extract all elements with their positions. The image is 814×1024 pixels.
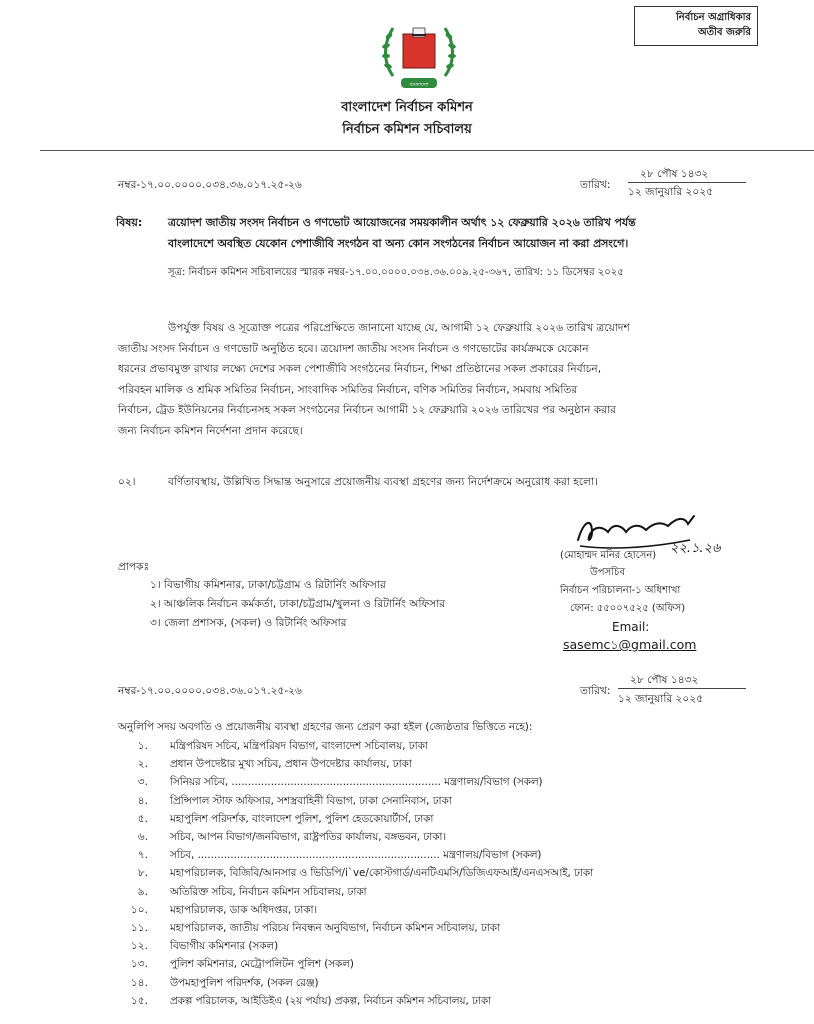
recipients-label: প্রাপকঃ xyxy=(118,561,150,573)
copy-item-text: মহাপরিচালক, জাতীয় পরিচয় নিবন্ধন অনুবিভাগ, নির্বাচন কমিশন সচিবালয়, ঢাকা xyxy=(170,922,500,934)
copy-item-text: মহাপুলিশ পরিদর্শক, বাংলাদেশ পুলিশ, পুলিশ হেডকোয়ার্টার্স, ঢাকা xyxy=(170,812,434,825)
header-divider xyxy=(40,150,814,151)
subject-line-2: বাংলাদেশে অবস্থিত যেকোন পেশাজীবি সংগঠন বা অন্য কোন সংগঠনের নির্বাচন আয়োজন না করা প্রসংগে। xyxy=(168,237,629,250)
body-paragraph-2: বর্ণিতাবস্থায়, উল্লিখিত সিদ্ধান্ত অনুসারে প্রয়োজনীয় ব্যবস্থা গ্রহণের জন্য নির্দেশক্রমে অনুরোধ করা হলো। xyxy=(168,476,598,488)
date-bengali: ২৮ পৌষ ১৪৩২ xyxy=(640,168,709,180)
priority-box xyxy=(634,6,758,46)
recipient-item: ২। আঞ্চলিক নির্বাচন কর্মকর্তা, ঢাকা/চট্টগ্রাম/খুলনা ও রিটার্নিং অফিসার xyxy=(150,598,446,610)
copy-date-label: তারিখ: xyxy=(580,685,611,697)
copy-item-number: ১১. xyxy=(130,922,148,934)
copy-item-number: ১২. xyxy=(130,940,148,953)
copy-item-number: ৯. xyxy=(137,885,148,898)
copy-item-number: ৮. xyxy=(137,867,148,880)
email-link[interactable]: sasemc১@gmail.com xyxy=(563,637,697,652)
memo-number: নম্বর-১৭.০০.০০০০.০৩৪.৩৬.০১৭.২৫-২৬ xyxy=(118,179,302,191)
emblem-text: বাংলাদেশ xyxy=(409,82,429,88)
copy-item-text: প্রধান উপদেষ্টার মুখ্য সচিব, প্রধান উপদেষ্টার কার্যালয়, ঢাকা xyxy=(170,758,412,771)
copy-item-text: মহাপরিচালক, বিজিবি/আনসার ও ভিডিপি/i`ve/কোস্টগার্ড/এনটিএমসি/ডিজিএফআই/এনএসআই, ঢাকা xyxy=(170,867,594,880)
copy-date-bengali: ২৮ পৌষ ১৪৩২ xyxy=(630,674,699,686)
copy-item-text: প্রকল্প পরিচালক, আইডিইএ (২য় পর্যায়) প্রকল্প, নির্বাচন কমিশন সচিবালয়, ঢাকা xyxy=(170,994,492,1007)
copy-item-text: পুলিশ কমিশনার, মেট্রোপলিটন পুলিশ (সকল) xyxy=(170,958,354,971)
copy-item-number: ১. xyxy=(137,740,148,752)
election-commission-emblem-icon xyxy=(379,16,459,96)
copy-item-text: অতিরিক্ত সচিব, নির্বাচন কমিশন সচিবালয়, ঢাকা xyxy=(170,885,367,898)
subject-label: বিষয়: xyxy=(116,216,143,229)
recipient-item: ৩। জেলা প্রশাসক, (সকল) ও রিটার্নিং অফিসার xyxy=(150,617,347,629)
signatory-designation: উপসচিব xyxy=(590,567,626,578)
copy-item-number: ৩. xyxy=(137,776,148,789)
copy-item-text: সিনিয়র সচিব, ................................................................ মন্ত্রণালয়/বিভাগ (সকল) xyxy=(170,776,543,789)
reference: সূত্র: নির্বাচন কমিশন সচিবালয়ের স্মারক নম্বর-১৭.০০.০০০০.০৩৪.৩৬.০০৯.২৫-৩৬৭, তারিখ: ১১ ডিসেম্বর ২০২৫ xyxy=(168,267,624,278)
copy-item-number: ৭. xyxy=(137,849,148,862)
org-name: বাংলাদেশ নির্বাচন কমিশন xyxy=(341,100,473,115)
copy-item-number: ৬. xyxy=(137,831,148,843)
priority-label: নির্বাচন অগ্রাধিকার xyxy=(675,12,751,23)
email-label: Email: xyxy=(612,620,650,634)
signatory-phone: ফোন: ৫৫০০৭৫২৫ (অফিস) xyxy=(570,603,686,614)
secretariat-name: নির্বাচন কমিশন সচিবালয় xyxy=(342,122,472,137)
copy-item-text: মন্ত্রিপরিষদ সচিব, মন্ত্রিপরিষদ বিভাগ, বাংলাদেশ সচিবালয়, ঢাকা xyxy=(170,740,428,752)
copy-intro: অনুলিপি সদয় অবগতি ও প্রয়োজনীয় ব্যবস্থা গ্রহণের জন্য প্রেরণ করা হইল (জ্যেষ্ঠতার ভিত্তিতে নহে): xyxy=(118,721,533,733)
recipient-item: ১। বিভাগীয় কমিশনার, ঢাকা/চট্টগ্রাম ও রিটার্নিং অফিসার xyxy=(150,579,386,591)
copy-memo-number: নম্বর-১৭.০০.০০০০.০৩৪.৩৬.০১৭.২৫-২৬ xyxy=(118,685,302,697)
copy-item-number: ১৫. xyxy=(130,994,148,1007)
copy-item-number: ১৩. xyxy=(130,958,148,971)
urgency-label: অতীব জরুরি xyxy=(697,27,751,38)
paragraph-2-number: ০২। xyxy=(118,476,136,488)
signatory-name: (মোহাম্মদ মনির হোসেন) xyxy=(560,550,657,561)
copy-item-text: সচিব, .......................................................................... মন্ত্রণালয়/বিভাগ (সকল) xyxy=(170,849,542,862)
body-line: উপর্যুক্ত বিষয় ও সূত্রোক্ত পত্রের পরিপ্রেক্ষিতে জানানো যাচ্ছে যে, আগামী ১২ ফেব্রুয়ারি ২০২৬ তারিখ ত্রয়োদশ xyxy=(168,322,630,334)
copy-item-text: সচিব, আপন বিভাগ/জনবিভাগ, রাষ্ট্রপতির কার্যালয়, বঙ্গভবন, ঢাকা। xyxy=(170,831,447,843)
copy-item-number: ৫. xyxy=(137,812,148,825)
copy-item-text: বিভাগীয় কমিশনার (সকল) xyxy=(170,940,279,953)
copy-item-text: মহাপরিচালক, ডাক অধিদপ্তর, ঢাকা। xyxy=(170,903,318,916)
date-divider xyxy=(628,182,746,183)
subject-line-1: ত্রয়োদশ জাতীয় সংসদ নির্বাচন ও গণভোট আয়োজনের সময়কালীন অর্থাৎ ১২ ফেব্রুয়ারি ২০২৬ তারিখ পর্যন্ত xyxy=(168,216,636,229)
date-label: তারিখ: xyxy=(580,179,611,191)
body-line: ধরনের প্রভাবমুক্ত রাখার লক্ষ্যে দেশের সকল পেশাজীবি সংগঠনের নির্বাচন, শিক্ষা প্রতিষ্ঠানের সকল প্রকারের নির্বাচন, xyxy=(118,363,602,376)
signature-date: ২২.১.২৬ xyxy=(670,541,721,556)
copy-item-number: ২. xyxy=(137,758,148,771)
copy-date-english: ১২ জানুয়ারি ২০২৫ xyxy=(618,693,704,705)
body-line: পরিবহন মালিক ও শ্রমিক সমিতির নির্বাচন, সাংবাদিক সমিতির নির্বাচন, বণিক সমিতির নির্বাচন, সমবায় সমিতির xyxy=(118,383,578,396)
signatory-branch: নির্বাচন পরিচালনা-১ অধিশাখা xyxy=(560,585,681,596)
copy-item-text: প্রিন্সিপাল স্টাফ অফিসার, সশস্ত্রবাহিনী বিভাগ, ঢাকা সেনানিবাস, ঢাকা xyxy=(170,794,452,807)
body-line: জন্য নির্বাচন কমিশন নির্দেশনা প্রদান করেছে। xyxy=(118,424,303,437)
copy-item-number: ১০. xyxy=(130,903,148,916)
copy-item-number: ১৪. xyxy=(130,976,148,989)
body-paragraph-1 xyxy=(118,318,768,442)
date-english: ১২ জানুয়ারি ২০২৫ xyxy=(628,186,714,198)
body-line: নির্বাচন, ট্রেড ইউনিয়নের নির্বাচনসহ সকল সংগঠনের নির্বাচন আগামী ১২ ফেব্রুয়ারি ২০২৬ তারিখের পর অনুষ্ঠান করার xyxy=(118,404,616,417)
copy-item-number: ৪. xyxy=(137,794,148,807)
copy-item-text: উপমহাপুলিশ পরিদর্শক, (সকল রেঞ্জ) xyxy=(170,976,319,989)
copy-date-divider xyxy=(618,688,746,689)
body-line: জাতীয় সংসদ নির্বাচন ও গণভোট অনুষ্ঠিত হবে। ত্রয়োদশ জাতীয় সংসদ নির্বাচন ও গণভোটের কার্যক্রমকে যেকোন xyxy=(118,342,589,355)
